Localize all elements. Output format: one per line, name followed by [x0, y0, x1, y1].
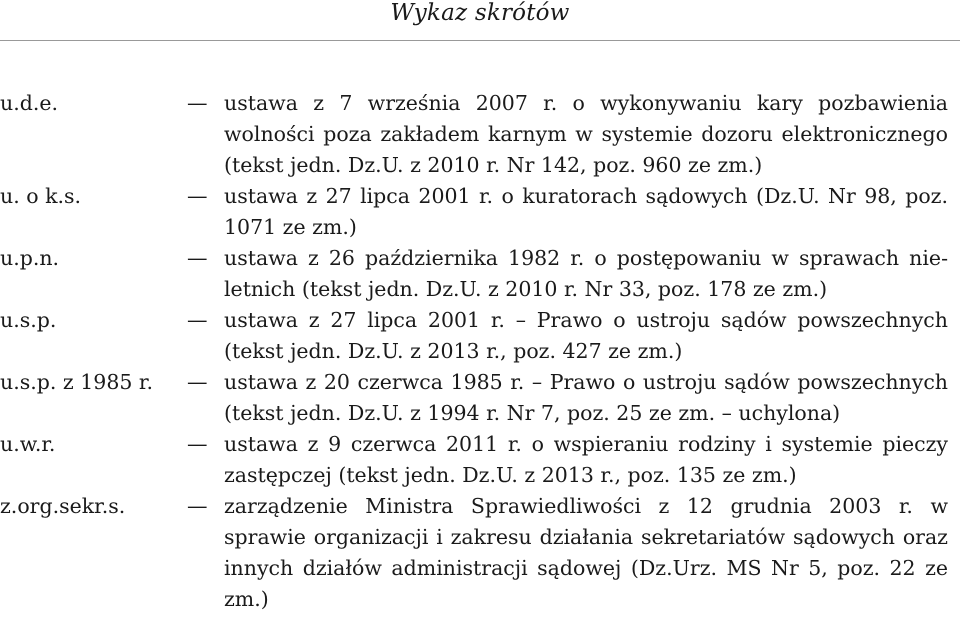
abbreviation-description: ustawa z 27 lipca 2001 r. o kuratorach sądowych (Dz.U. Nr 98, poz. 1071 ze zm.): [224, 184, 948, 239]
abbreviation: u.s.p. z 1985 r.: [0, 370, 153, 394]
abbreviation-entry-usp-1985: [0, 367, 960, 429]
entry-dash: —: [187, 308, 208, 332]
abbreviation-description: ustawa z 27 lipca 2001 r. – Prawo o ustroju sądów powszechnych (tekst jedn. Dz.U. z 2013 r., poz. 427 ze zm.): [224, 308, 948, 363]
abbreviation: u. o k.s.: [0, 184, 82, 208]
entry-dash: —: [187, 91, 208, 115]
abbreviation-entry-upn: [0, 243, 960, 305]
abbreviation: u.p.n.: [0, 246, 60, 270]
abbreviation: u.w.r.: [0, 432, 56, 456]
abbreviation-description: ustawa z 9 czerwca 2011 r. o wspieraniu rodziny i systemie pieczy zastępczej (tekst jedn. Dz.U. z 2013 r., poz. 135 ze zm.): [224, 432, 948, 487]
entry-dash: —: [187, 370, 208, 394]
abbreviation-description: ustawa z 26 października 1982 r. o postępowaniu w sprawach nieletnich (tekst jedn. Dz.U. z 2010 r. Nr 33, poz. 178 ze zm.): [224, 246, 948, 301]
abbreviation-list: [0, 88, 960, 615]
entry-dash: —: [187, 494, 208, 518]
abbreviation-entry-ude: [0, 88, 960, 181]
abbreviation-description: zarządzenie Ministra Sprawiedliwości z 12 grudnia 2003 r. w sprawie organizacji i zakresu działania sekretariatów sądowych oraz innych działów administracji sądowej (Dz.Urz. MS Nr 5, poz. 22 ze zm.): [224, 494, 948, 611]
entry-dash: —: [187, 432, 208, 456]
page-title: Wykaz skrótów: [390, 0, 570, 26]
abbreviation-entry-usp: [0, 305, 960, 367]
abbreviation-entry-zorgsekrs: [0, 491, 960, 615]
abbreviation: u.d.e.: [0, 91, 59, 115]
entry-dash: —: [187, 246, 208, 270]
entry-dash: —: [187, 184, 208, 208]
abbreviation-description: ustawa z 7 września 2007 r. o wykonywaniu kary pozbawienia wolności poza zakładem karnym w systemie dozoru elektronicznego (tekst jedn. Dz.U. z 2010 r. Nr 142, poz. 960 ze zm.): [224, 91, 948, 177]
abbreviation-entry-uoks: [0, 181, 960, 243]
abbreviation-description: ustawa z 20 czerwca 1985 r. – Prawo o ustroju sądów powszechnych (tekst jedn. Dz.U. z 1994 r. Nr 7, poz. 25 ze zm. – uchylona): [224, 370, 948, 425]
page-header: [0, 0, 960, 41]
abbreviation: z.org.sekr.s.: [0, 494, 126, 518]
abbreviation: u.s.p.: [0, 308, 57, 332]
abbreviation-entry-uwr: [0, 429, 960, 491]
